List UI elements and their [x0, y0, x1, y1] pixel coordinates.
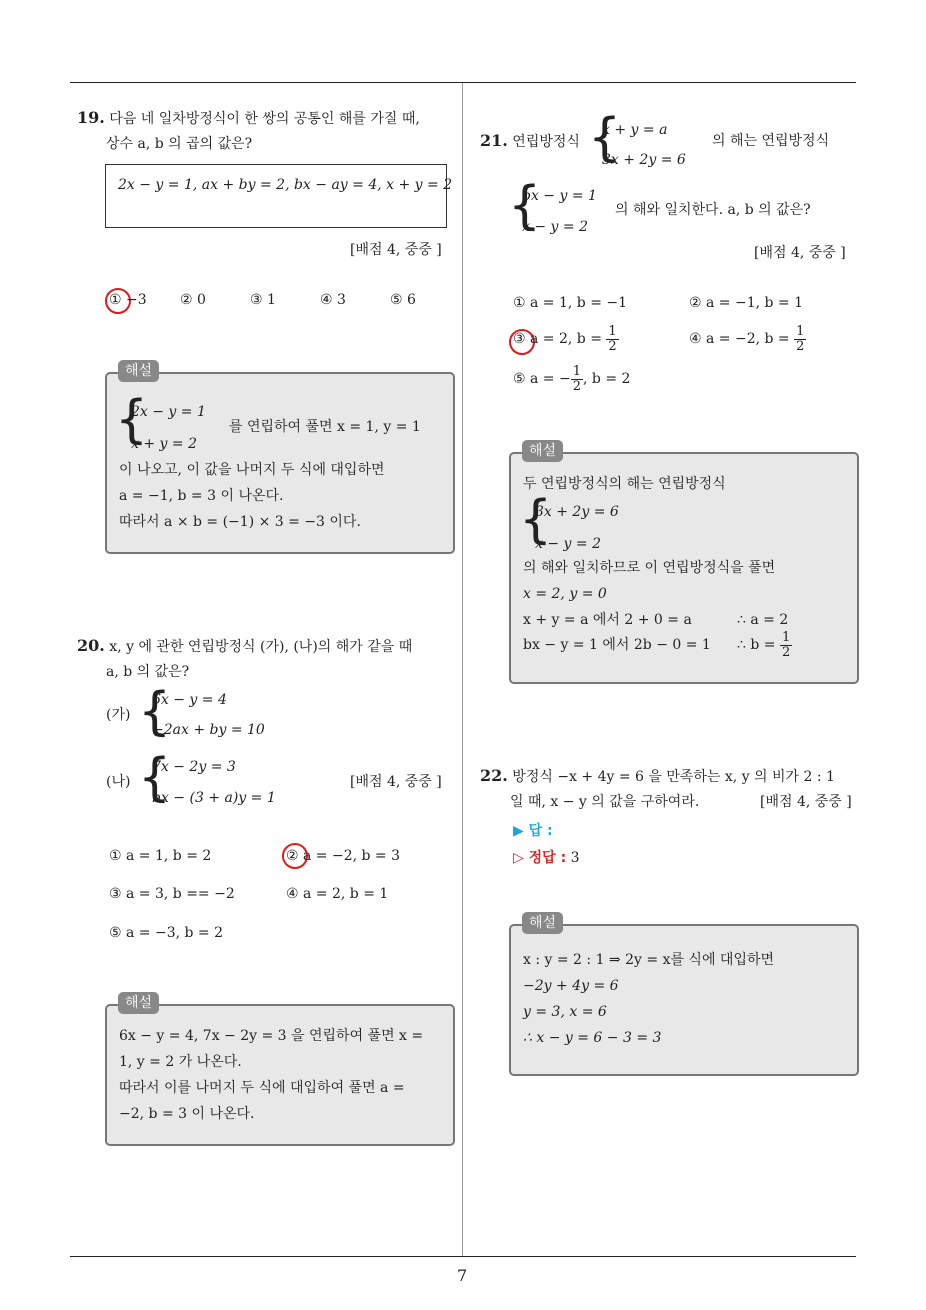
solution-text-2: 이 나오고, 이 값을 나머지 두 식에 대입하면 [119, 462, 385, 478]
fraction-half: $\frac{1}{2}$ [796, 323, 805, 354]
choice-1[interactable]: ① a = 1, b = −1 [513, 295, 628, 311]
correct-label: ▷ 정답 : [513, 850, 567, 866]
question-text: 방정식 −x + 4y = 6 을 만족하는 x, y 의 비가 2 : 1 [512, 769, 835, 785]
bottom-rule [70, 1256, 856, 1257]
solution-text-5b: ∴ b = $\frac{1}{2}$ [737, 629, 791, 660]
choice-4[interactable]: ④ 3 [320, 292, 346, 308]
fraction-half: $\frac{1}{2}$ [781, 629, 791, 660]
column-divider [462, 83, 463, 1256]
solution-text-5a: bx − y = 1 에서 2b − 0 = 1 [523, 637, 711, 653]
solution-text-4a: x + y = a 에서 2 + 0 = a [523, 612, 692, 628]
top-rule [70, 82, 856, 83]
choice-3[interactable]: ③ a = 3, b == −2 [109, 886, 235, 902]
choice-3[interactable]: ③ 1 [250, 292, 276, 308]
answer-label[interactable]: ▶ 답 : [513, 823, 553, 839]
system-2-eq-1: bx − y = 1 [522, 188, 597, 204]
solution-text-3: a = −1, b = 3 이 나온다. [119, 488, 284, 504]
system-ga-eq-1: 6x − y = 4 [152, 692, 227, 708]
system-na-eq-2: bx − (3 + a)y = 1 [152, 790, 276, 806]
system-1-eq-1: x + y = a [602, 122, 668, 138]
solution-text-4: −2, b = 3 이 나온다. [119, 1106, 255, 1122]
correct-value: 3 [570, 850, 580, 866]
system-eq-1: 3x + 2y = 6 [535, 504, 619, 520]
choice-5[interactable]: ⑤ 6 [390, 292, 416, 308]
system-brace: { [115, 390, 149, 450]
solution-text-4: 따라서 a × b = (−1) × 3 = −3 이다. [119, 514, 361, 530]
solution-box [509, 924, 859, 1076]
system-2-brace: { [508, 176, 542, 236]
solution-text-1: 6x − y = 4, 7x − 2y = 3 을 연립하여 풀면 x = [119, 1028, 424, 1044]
fraction-half: $\frac{1}{2}$ [572, 363, 581, 394]
question-text-2: 일 때, x − y 의 값을 구하여라. [510, 794, 700, 810]
choice-3[interactable] [513, 322, 619, 356]
system-brace: { [519, 490, 553, 550]
system-ga-eq-2: −2ax + by = 10 [152, 722, 265, 738]
choice-3-text: ③ a = 2, b = [513, 331, 602, 347]
question-text-2: 상수 a, b 의 곱의 값은? [106, 136, 253, 152]
solution-label: 해설 [118, 360, 159, 382]
question-number: 22. [480, 766, 508, 785]
question-meta: [배점 4, 중중 ] [760, 794, 852, 810]
choice-5-text-a: ⑤ a = − [513, 371, 571, 387]
system-na-eq-1: 7x − 2y = 3 [152, 759, 236, 775]
solution-box [105, 1004, 455, 1146]
system-1-eq-2: 3x + 2y = 6 [602, 152, 686, 168]
choice-2[interactable]: ② 0 [180, 292, 206, 308]
choice-4[interactable]: ④ a = 2, b = 1 [286, 886, 389, 902]
system-na-brace: { [138, 748, 172, 808]
choice-5[interactable]: ⑤ a = −3, b = 2 [109, 925, 224, 941]
system-ga-brace: { [138, 682, 172, 742]
choice-1[interactable]: ① a = 1, b = 2 [109, 848, 212, 864]
solution-text-1: 를 연립하여 풀면 x = 1, y = 1 [229, 419, 421, 435]
solution-text-3: y = 3, x = 6 [523, 1004, 607, 1020]
solution-text-4: ∴ x − y = 6 − 3 = 3 [523, 1030, 662, 1046]
system-eq-2: x − y = 2 [535, 536, 601, 552]
question-text: 연립방정식 [512, 134, 580, 150]
question-text: x, y 에 관한 연립방정식 (가), (나)의 해가 같을 때 [109, 639, 413, 655]
question-text-2: a, b 의 값은? [106, 664, 190, 680]
solution-label: 해설 [118, 992, 159, 1014]
choice-1[interactable]: ① −3 [109, 292, 147, 308]
system-na-label: (나) [106, 774, 131, 790]
system-eq-2: x + y = 2 [131, 436, 197, 452]
question-text-c: 의 해와 일치한다. a, b 의 값은? [615, 202, 811, 218]
solution-text-4b: ∴ a = 2 [737, 612, 789, 628]
equation-text: 2x − y = 1, ax + by = 2, bx − ay = 4, x + y = 2 [118, 177, 453, 193]
question-text: 다음 네 일차방정식이 한 쌍의 공통인 해를 가질 때, [109, 111, 420, 127]
solution-text-2: −2y + 4y = 6 [523, 978, 619, 994]
choice-4[interactable] [689, 322, 806, 356]
solution-text-2: 1, y = 2 가 나온다. [119, 1054, 242, 1070]
correct-answer [513, 848, 580, 868]
equation-box [105, 164, 453, 228]
question-text-b: 의 해는 연립방정식 [712, 133, 830, 149]
question-number: 21. [480, 131, 508, 150]
system-2-eq-2: x − y = 2 [522, 219, 588, 235]
choice-2[interactable]: ② a = −2, b = 3 [286, 848, 401, 864]
question-number: 19. [77, 108, 105, 127]
system-ga-label: (가) [106, 707, 131, 723]
question-meta: [배점 4, 중중 ] [350, 774, 442, 790]
system-eq-1: 2x − y = 1 [131, 404, 206, 420]
fraction-half: $\frac{1}{2}$ [608, 323, 617, 354]
solution-label: 해설 [522, 912, 563, 934]
question-meta: [배점 4, 중중 ] [350, 242, 442, 258]
page-number: 7 [457, 1266, 468, 1285]
solution-text-3: 따라서 이를 나머지 두 식에 대입하여 풀면 a = [119, 1080, 405, 1096]
question-number: 20. [77, 636, 105, 655]
choice-2[interactable]: ② a = −1, b = 1 [689, 295, 804, 311]
choice-5-text-b: , b = 2 [583, 371, 631, 387]
solution-text-1: 두 연립방정식의 해는 연립방정식 [523, 476, 726, 492]
solution-box [105, 372, 455, 554]
question-meta: [배점 4, 중중 ] [754, 245, 846, 261]
choice-4-text: ④ a = −2, b = [689, 331, 790, 347]
solution-label: 해설 [522, 440, 563, 462]
solution-text-3: x = 2, y = 0 [523, 586, 607, 602]
choice-5[interactable] [513, 362, 630, 396]
system-1-brace: { [588, 108, 622, 168]
solution-text-1: x : y = 2 : 1 ⇒ 2y = x를 식에 대입하면 [523, 952, 775, 968]
solution-box [509, 452, 859, 684]
solution-text-2: 의 해와 일치하므로 이 연립방정식을 풀면 [523, 560, 776, 576]
